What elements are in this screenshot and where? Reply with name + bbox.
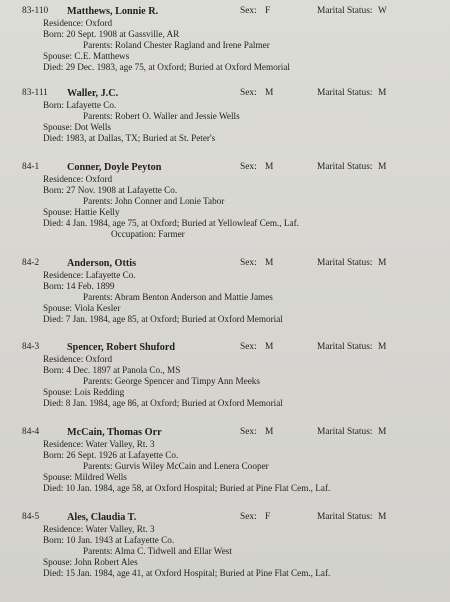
sex-value: F [265, 512, 271, 522]
entry-header [0, 512, 450, 524]
sex-label: Sex: [240, 427, 257, 437]
person-name: Matthews, Lonnie R. [67, 6, 159, 17]
died-line [0, 133, 450, 144]
born-value: 10 Jan. 1943 at Lafayette Co. [66, 535, 175, 545]
marital-status-value: W [378, 6, 387, 16]
born-value: 20 Sept. 1908 at Gassville, AR [66, 29, 180, 39]
parents-label: Parents: [83, 461, 113, 471]
entry-header [0, 258, 450, 270]
parents-label: Parents: [83, 111, 113, 121]
parents-line [0, 546, 450, 557]
parents-line [0, 111, 450, 122]
marital-status-label: Marital Status: [317, 88, 373, 98]
sex-value: M [265, 342, 274, 352]
record-entry [0, 6, 450, 73]
born-label: Born: [43, 450, 64, 460]
person-name: Spencer, Robert Shuford [67, 342, 176, 353]
record-id: 84-1 [22, 162, 40, 172]
person-name: Waller, J.C. [67, 88, 119, 99]
born-value: 27 Nov. 1908 at Lafayette Co. [66, 185, 178, 195]
residence-label: Residence: [43, 354, 84, 364]
residence-label: Residence: [43, 270, 84, 280]
record-entry [0, 512, 450, 579]
marital-status-value: M [378, 162, 387, 172]
spouse-value: Viola Kesler [74, 303, 121, 313]
spouse-line [0, 557, 450, 568]
parents-value: George Spencer and Timpy Ann Meeks [114, 376, 260, 386]
parents-label: Parents: [83, 40, 113, 50]
residence-label: Residence: [43, 439, 84, 449]
died-line [0, 398, 450, 409]
born-line [0, 450, 450, 461]
residence-value: Lafayette Co. [85, 270, 136, 280]
marital-status-label: Marital Status: [317, 162, 373, 172]
record-id: 83-110 [22, 6, 49, 16]
spouse-line [0, 472, 450, 483]
sex-label: Sex: [240, 512, 257, 522]
entry-header [0, 88, 450, 100]
died-line [0, 62, 450, 73]
marital-status-value: M [378, 258, 387, 268]
person-name: Ales, Claudia T. [67, 512, 137, 523]
spouse-label: Spouse: [43, 472, 73, 482]
sex-label: Sex: [240, 258, 257, 268]
marital-status-label: Marital Status: [317, 258, 373, 268]
died-label: Died: [43, 62, 64, 72]
parents-value: Roland Chester Ragland and Irene Palmer [114, 40, 270, 50]
born-label: Born: [43, 365, 64, 375]
parents-line [0, 196, 450, 207]
record-id: 84-3 [22, 342, 40, 352]
parents-line [0, 376, 450, 387]
born-label: Born: [43, 29, 64, 39]
died-line [0, 218, 450, 229]
spouse-line [0, 207, 450, 218]
parents-label: Parents: [83, 546, 113, 556]
person-name: Conner, Doyle Peyton [67, 162, 162, 173]
parents-line [0, 40, 450, 51]
parents-value: Abram Benton Anderson and Mattie James [114, 292, 273, 302]
born-line [0, 281, 450, 292]
died-value: 15 Jan. 1984, age 41, at Oxford Hospital; Buried at Pine Flat Cem., Laf. [65, 568, 331, 578]
spouse-value: Hattie Kelly [74, 207, 120, 217]
died-label: Died: [43, 568, 64, 578]
residence-value: Water Valley, Rt. 3 [85, 439, 155, 449]
spouse-value: Lois Redding [74, 387, 125, 397]
sex-label: Sex: [240, 88, 257, 98]
sex-value: F [265, 6, 271, 16]
marital-status-label: Marital Status: [317, 427, 373, 437]
born-line [0, 100, 450, 111]
died-line [0, 483, 450, 494]
spouse-value: Dot Wells [74, 122, 112, 132]
residence-value: Water Valley, Rt. 3 [85, 524, 155, 534]
marital-status-label: Marital Status: [317, 6, 373, 16]
residence-value: Oxford [85, 18, 113, 28]
spouse-label: Spouse: [43, 387, 73, 397]
marital-status-value: M [378, 342, 387, 352]
entry-header [0, 342, 450, 354]
died-label: Died: [43, 314, 64, 324]
parents-line [0, 292, 450, 303]
born-line [0, 365, 450, 376]
born-label: Born: [43, 100, 64, 110]
died-value: 1983, at Dallas, TX; Buried at St. Peter's [65, 133, 216, 143]
sex-label: Sex: [240, 6, 257, 16]
died-label: Died: [43, 483, 64, 493]
residence-label: Residence: [43, 524, 84, 534]
entry-header [0, 427, 450, 439]
died-value: 4 Jan. 1984, age 75, at Oxford; Buried at Yellowleaf Cem., Laf. [65, 218, 299, 228]
sex-label: Sex: [240, 162, 257, 172]
sex-label: Sex: [240, 342, 257, 352]
spouse-label: Spouse: [43, 51, 73, 61]
died-line [0, 568, 450, 579]
record-entry [0, 258, 450, 325]
parents-label: Parents: [83, 376, 113, 386]
marital-status-value: M [378, 512, 387, 522]
died-label: Died: [43, 398, 64, 408]
sex-value: M [265, 88, 274, 98]
residence-line [0, 18, 450, 29]
residence-value: Oxford [85, 174, 113, 184]
born-line [0, 185, 450, 196]
spouse-value: C.E. Matthews [74, 51, 130, 61]
parents-label: Parents: [83, 292, 113, 302]
died-label: Died: [43, 218, 64, 228]
born-value: 4 Dec. 1897 at Panola Co., MS [66, 365, 181, 375]
residence-value: Oxford [85, 354, 113, 364]
record-entry [0, 162, 450, 240]
spouse-line [0, 303, 450, 314]
spouse-line [0, 387, 450, 398]
record-id: 84-2 [22, 258, 40, 268]
person-name: Anderson, Ottis [67, 258, 137, 269]
died-value: 7 Jan. 1984, age 85, at Oxford; Buried at Oxford Memorial [65, 314, 283, 324]
parents-value: John Conner and Lonie Tabor [114, 196, 225, 206]
spouse-line [0, 122, 450, 133]
occupation-label: Occupation: [111, 229, 156, 239]
residence-line [0, 354, 450, 365]
record-id: 84-5 [22, 512, 40, 522]
spouse-value: Mildred Wells [74, 472, 127, 482]
entry-header [0, 6, 450, 18]
person-name: McCain, Thomas Orr [67, 427, 162, 438]
born-label: Born: [43, 281, 64, 291]
marital-status-label: Marital Status: [317, 512, 373, 522]
parents-value: Gurvis Wiley McCain and Lenera Cooper [114, 461, 269, 471]
born-label: Born: [43, 185, 64, 195]
marital-status-value: M [378, 427, 387, 437]
marital-status-value: M [378, 88, 387, 98]
parents-label: Parents: [83, 196, 113, 206]
parents-value: Robert O. Waller and Jessie Wells [114, 111, 240, 121]
entry-header [0, 162, 450, 174]
born-line [0, 535, 450, 546]
occupation-value: Farmer [158, 229, 185, 239]
residence-line [0, 524, 450, 535]
born-line [0, 29, 450, 40]
record-entry [0, 342, 450, 409]
parents-line [0, 461, 450, 472]
born-value: 26 Sept. 1926 at Lafayette Co. [66, 450, 179, 460]
spouse-label: Spouse: [43, 122, 73, 132]
residence-label: Residence: [43, 174, 84, 184]
sex-value: M [265, 427, 274, 437]
residence-line [0, 174, 450, 185]
died-value: 8 Jan. 1984, age 86, at Oxford; Buried at Oxford Memorial [65, 398, 283, 408]
parents-value: Alma C. Tidwell and Ellar West [114, 546, 232, 556]
sex-value: M [265, 258, 274, 268]
marital-status-label: Marital Status: [317, 342, 373, 352]
died-label: Died: [43, 133, 64, 143]
died-value: 10 Jan. 1984, age 58, at Oxford Hospital; Buried at Pine Flat Cem., Laf. [65, 483, 331, 493]
died-value: 29 Dec. 1983, age 75, at Oxford; Buried at Oxford Memorial [65, 62, 290, 72]
born-value: 14 Feb. 1899 [66, 281, 115, 291]
spouse-label: Spouse: [43, 207, 73, 217]
spouse-label: Spouse: [43, 303, 73, 313]
born-value: Lafayette Co. [66, 100, 117, 110]
residence-line [0, 439, 450, 450]
spouse-label: Spouse: [43, 557, 73, 567]
residence-line [0, 270, 450, 281]
record-entry [0, 88, 450, 144]
occupation-line [0, 229, 450, 240]
sex-value: M [265, 162, 274, 172]
spouse-value: John Robert Ales [74, 557, 138, 567]
residence-label: Residence: [43, 18, 84, 28]
spouse-line [0, 51, 450, 62]
record-entry [0, 427, 450, 494]
record-id: 83-111 [22, 88, 48, 98]
record-id: 84-4 [22, 427, 40, 437]
born-label: Born: [43, 535, 64, 545]
died-line [0, 314, 450, 325]
